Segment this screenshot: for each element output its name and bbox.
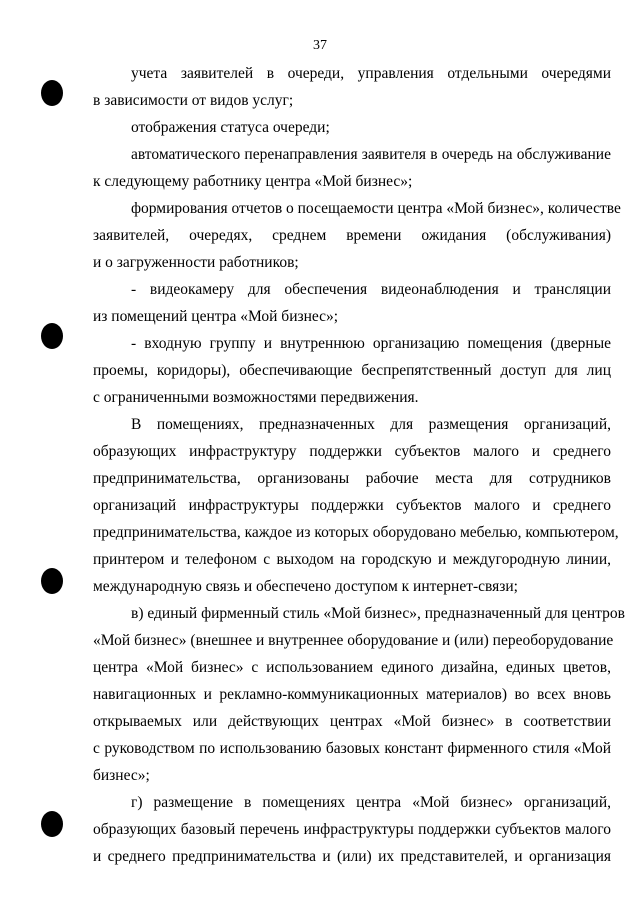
text-line: учета заявителей в очереди, управления отдельными очередями (131, 65, 611, 82)
text-line: предпринимательства, организованы рабочие места для сотрудников (93, 470, 611, 487)
text-line: центра «Мой бизнес» с использованием единого дизайна, единых цветов, (93, 659, 611, 676)
text-line: из помещений центра «Мой бизнес»; (93, 308, 339, 325)
page-number: 37 (313, 38, 327, 53)
text-line: к следующему работнику центра «Мой бизнес»; (93, 173, 413, 190)
text-line: бизнес»; (93, 767, 150, 784)
binder-hole-1 (41, 80, 63, 106)
text-line: организаций инфраструктуры поддержки субъектов малого и среднего (93, 497, 611, 514)
text-line: «Мой бизнес» (внешнее и внутреннее оборудование и (или) переоборудование (93, 632, 614, 649)
text-line: открываемых или действующих центрах «Мой бизнес» в соответствии (93, 713, 611, 730)
text-line: образующих инфраструктуру поддержки субъектов малого и среднего (93, 443, 611, 460)
text-line: - видеокамеру для обеспечения видеонаблюдения и трансляции (131, 281, 611, 298)
text-line: заявителей, очередях, среднем времени ожидания (обслуживания) (93, 227, 611, 244)
text-line: образующих базовый перечень инфраструктуры поддержки субъектов малого (93, 821, 611, 838)
text-line: г) размещение в помещениях центра «Мой бизнес» организаций, (131, 794, 611, 811)
binder-hole-2 (41, 323, 63, 349)
text-line: и о загруженности работников; (93, 254, 299, 271)
text-line: в) единый фирменный стиль «Мой бизнес», предназначенный для центров (131, 605, 625, 622)
text-line: - входную группу и внутреннюю организацию помещения (дверные (131, 335, 611, 352)
binder-hole-4 (41, 811, 63, 837)
binder-hole-3 (41, 568, 63, 594)
text-line: формирования отчетов о посещаемости центра «Мой бизнес», количестве (131, 200, 621, 217)
text-line: предпринимательства, каждое из которых оборудовано мебелью, компьютером, (93, 524, 619, 541)
text-line: В помещениях, предназначенных для размещения организаций, (131, 416, 611, 433)
text-line: принтером и телефоном с выходом на городскую и междугородную линии, (93, 551, 611, 568)
text-line: в зависимости от видов услуг; (93, 92, 294, 109)
text-line: и среднего предпринимательства и (или) их представителей, и организация (93, 848, 611, 865)
text-line: с руководством по использованию базовых констант фирменного стиля «Мой (93, 740, 611, 757)
document-body (93, 60, 625, 870)
text-line: с ограниченными возможностями передвижения. (93, 389, 419, 406)
text-line: навигационных и рекламно-коммуникационных материалов) во всех вновь (93, 686, 611, 703)
text-line: отображения статуса очереди; (131, 119, 330, 136)
text-line: автоматического перенаправления заявителя в очередь на обслуживание (131, 146, 611, 163)
text-line: проемы, коридоры), обеспечивающие беспрепятственный доступ для лиц (93, 362, 611, 379)
text-line: международную связь и обеспечено доступом к интернет-связи; (93, 578, 518, 595)
